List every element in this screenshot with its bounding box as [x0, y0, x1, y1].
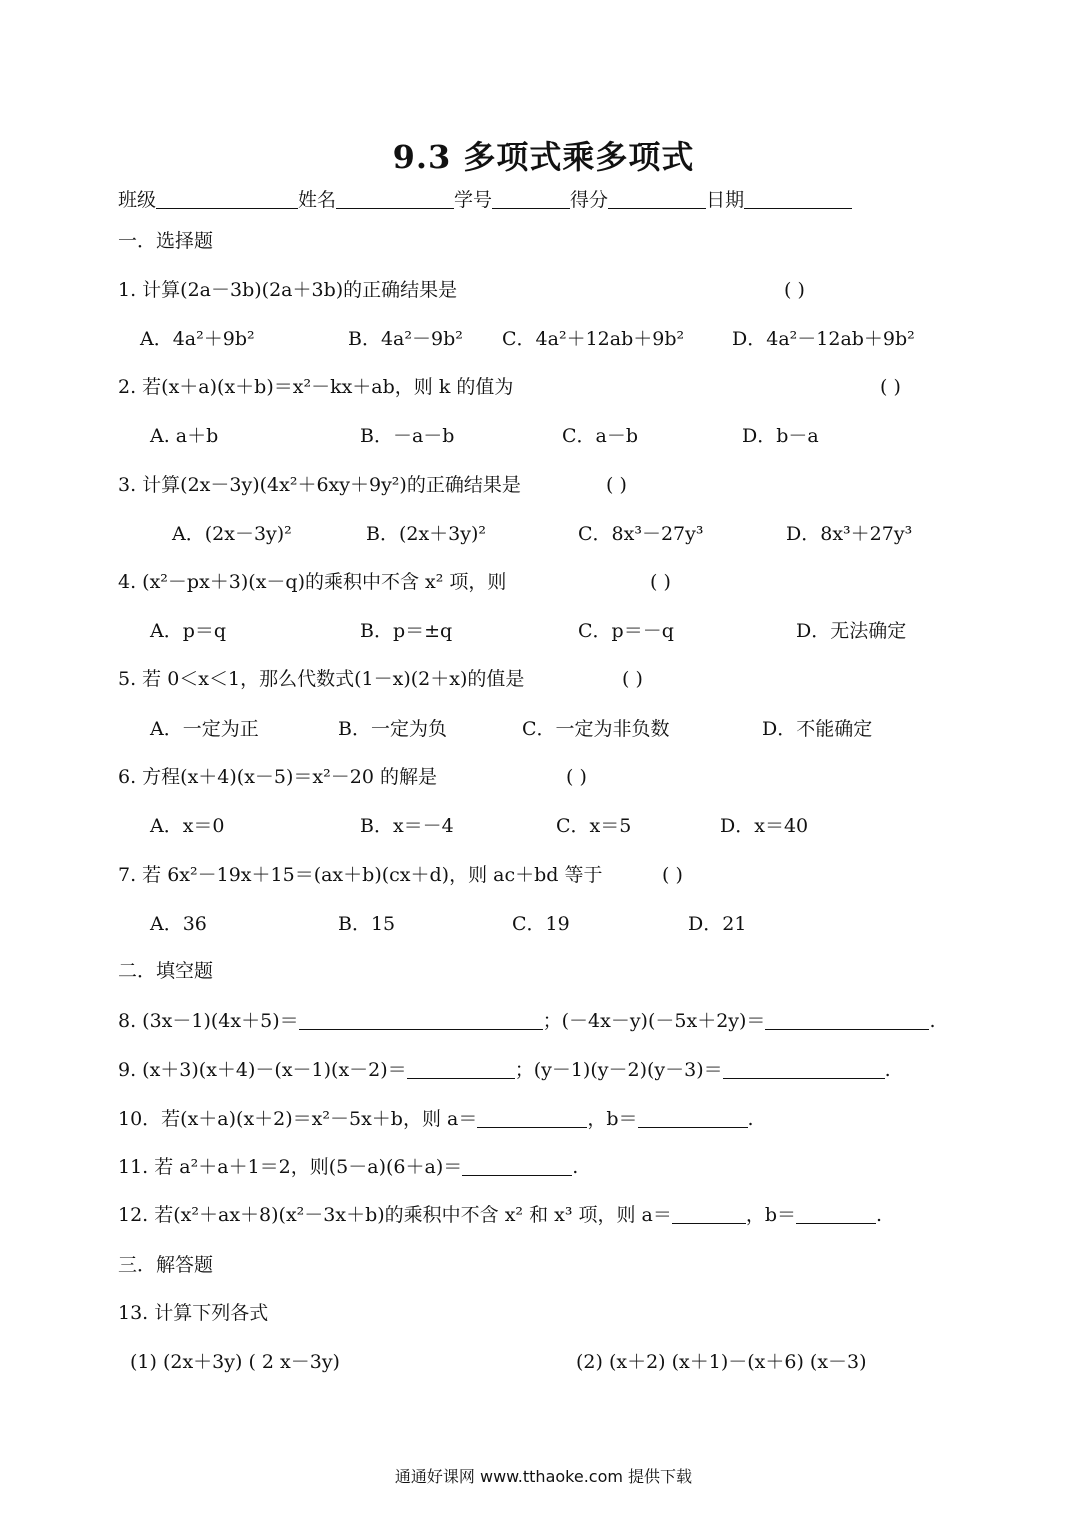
question-12-part-a: 12. 若(x²＋ax＋8)(x²－3x＋b)的乘积中不含 x² 和 x³ 项，则 a＝	[118, 1204, 672, 1226]
question-7-option-b[interactable]: B．15	[338, 913, 396, 935]
question-13-stem: 13. 计算下列各式	[118, 1302, 269, 1324]
name-label: 姓名	[298, 189, 337, 211]
id-label: 学号	[454, 189, 493, 211]
question-11-part-a: 11. 若 a²＋a＋1＝2，则(5－a)(6＋a)＝	[118, 1156, 463, 1178]
question-12-part-b: ，b＝	[745, 1204, 797, 1226]
question-7-option-c[interactable]: C．19	[512, 913, 570, 935]
question-2-option-c[interactable]: C．a－b	[562, 425, 639, 447]
question-7-option-d[interactable]: D．21	[688, 913, 747, 935]
question-5-option-c[interactable]: C．一定为非负数	[522, 718, 670, 740]
question-9-blank-2[interactable]	[723, 1058, 885, 1079]
question-3-option-b[interactable]: B．(2x＋3y)²	[366, 523, 487, 545]
question-6-option-c[interactable]: C．x＝5	[556, 815, 632, 837]
question-9-end: .	[884, 1059, 891, 1081]
question-5-answer-paren[interactable]: ( )	[622, 668, 643, 690]
question-11-blank-1[interactable]	[462, 1155, 572, 1176]
question-11-end: .	[572, 1156, 579, 1178]
question-10-end: .	[747, 1108, 754, 1130]
question-10-line	[118, 1106, 754, 1132]
class-blank[interactable]	[156, 188, 298, 209]
section-heading-choice: 一．选择题	[118, 230, 214, 252]
score-label: 得分	[570, 189, 609, 211]
question-4-option-a[interactable]: A．p＝q	[150, 620, 227, 642]
question-8-part-b: ；(－4x－y)(－5x＋2y)＝	[542, 1010, 766, 1032]
question-5-stem: 5. 若 0＜x＜1，那么代数式(1－x)(2＋x)的值是	[118, 668, 525, 690]
question-8-line	[118, 1008, 935, 1034]
section-heading-fill: 二．填空题	[118, 960, 214, 982]
question-8-blank-1[interactable]	[299, 1009, 543, 1030]
question-1-option-a[interactable]: A．4a²＋9b²	[140, 328, 255, 350]
question-4-option-c[interactable]: C．p＝－q	[578, 620, 674, 642]
question-4-option-b[interactable]: B．p＝±q	[360, 620, 453, 642]
question-6-stem: 6. 方程(x＋4)(x－5)＝x²－20 的解是	[118, 766, 437, 788]
question-10-part-b: ，b＝	[587, 1108, 638, 1130]
question-6-answer-paren[interactable]: ( )	[566, 766, 587, 788]
question-10-blank-2[interactable]	[638, 1107, 748, 1128]
question-10-blank-1[interactable]	[477, 1107, 587, 1128]
question-5-option-b[interactable]: B．一定为负	[338, 718, 447, 740]
question-4-stem: 4. (x²－px＋3)(x－q)的乘积中不含 x² 项，则	[118, 571, 507, 593]
question-8-end: .	[929, 1010, 936, 1032]
question-4-answer-paren[interactable]: ( )	[650, 571, 671, 593]
question-5-option-a[interactable]: A．一定为正	[150, 718, 259, 740]
question-10-part-a: 10．若(x＋a)(x＋2)＝x²－5x＋b，则 a＝	[118, 1108, 478, 1130]
question-7-option-a[interactable]: A．36	[150, 913, 207, 935]
question-2-option-b[interactable]: B．－a－b	[360, 425, 455, 447]
section-heading-solve: 三．解答题	[118, 1254, 214, 1276]
question-2-answer-paren[interactable]: ( )	[880, 376, 901, 398]
page-title: 9.3 多项式乘多项式	[392, 138, 695, 176]
class-label: 班级	[118, 189, 157, 211]
question-8-part-a: 8. (3x－1)(4x＋5)＝	[118, 1010, 299, 1032]
student-info-line	[118, 187, 852, 213]
score-blank[interactable]	[608, 188, 706, 209]
question-1-option-d[interactable]: D．4a²－12ab＋9b²	[732, 328, 915, 350]
question-3-option-c[interactable]: C．8x³－27y³	[578, 523, 704, 545]
question-1-option-c[interactable]: C．4a²＋12ab＋9b²	[502, 328, 685, 350]
date-label: 日期	[706, 189, 745, 211]
question-3-answer-paren[interactable]: ( )	[606, 474, 627, 496]
question-7-stem: 7. 若 6x²－19x＋15＝(ax＋b)(cx＋d)，则 ac＋bd 等于	[118, 864, 603, 886]
question-1-stem: 1. 计算(2a－3b)(2a＋3b)的正确结果是	[118, 279, 458, 301]
question-9-part-a: 9. (x＋3)(x＋4)－(x－1)(x－2)＝	[118, 1059, 407, 1081]
question-12-blank-2[interactable]	[796, 1203, 876, 1224]
question-6-option-b[interactable]: B．x＝－4	[360, 815, 454, 837]
question-9-blank-1[interactable]	[407, 1058, 515, 1079]
name-blank[interactable]	[336, 188, 454, 209]
question-2-option-d[interactable]: D．b－a	[742, 425, 819, 447]
question-3-stem: 3. 计算(2x－3y)(4x²＋6xy＋9y²)的正确结果是	[118, 474, 521, 496]
question-9-line	[118, 1057, 891, 1083]
page-footer: 通通好课网 www.tthaoke.com 提供下载	[394, 1467, 693, 1486]
question-13-part-2: (2) (x＋2) (x＋1)－(x＋6) (x－3)	[576, 1351, 867, 1373]
question-8-blank-2[interactable]	[765, 1009, 929, 1030]
question-12-line	[118, 1202, 882, 1228]
question-1-answer-paren[interactable]: ( )	[784, 279, 805, 301]
question-11-line	[118, 1154, 578, 1180]
question-6-option-d[interactable]: D．x＝40	[720, 815, 809, 837]
question-3-option-d[interactable]: D．8x³＋27y³	[786, 523, 913, 545]
date-blank[interactable]	[744, 188, 852, 209]
question-5-option-d[interactable]: D．不能确定	[762, 718, 873, 740]
question-2-option-a[interactable]: A. a＋b	[150, 425, 219, 447]
id-blank[interactable]	[492, 188, 570, 209]
question-3-option-a[interactable]: A．(2x－3y)²	[172, 523, 292, 545]
question-1-option-b[interactable]: B．4a²－9b²	[348, 328, 463, 350]
question-2-stem: 2. 若(x＋a)(x＋b)＝x²－kx＋ab，则 k 的值为	[118, 376, 514, 398]
question-7-answer-paren[interactable]: ( )	[662, 864, 683, 886]
question-6-option-a[interactable]: A．x＝0	[150, 815, 225, 837]
question-13-part-1: (1) (2x＋3y) ( 2 x－3y)	[130, 1351, 340, 1373]
question-12-end: .	[876, 1204, 883, 1226]
question-4-option-d[interactable]: D．无法确定	[796, 620, 907, 642]
question-9-part-b: ；(y－1)(y－2)(y－3)＝	[514, 1059, 723, 1081]
question-12-blank-1[interactable]	[672, 1203, 746, 1224]
